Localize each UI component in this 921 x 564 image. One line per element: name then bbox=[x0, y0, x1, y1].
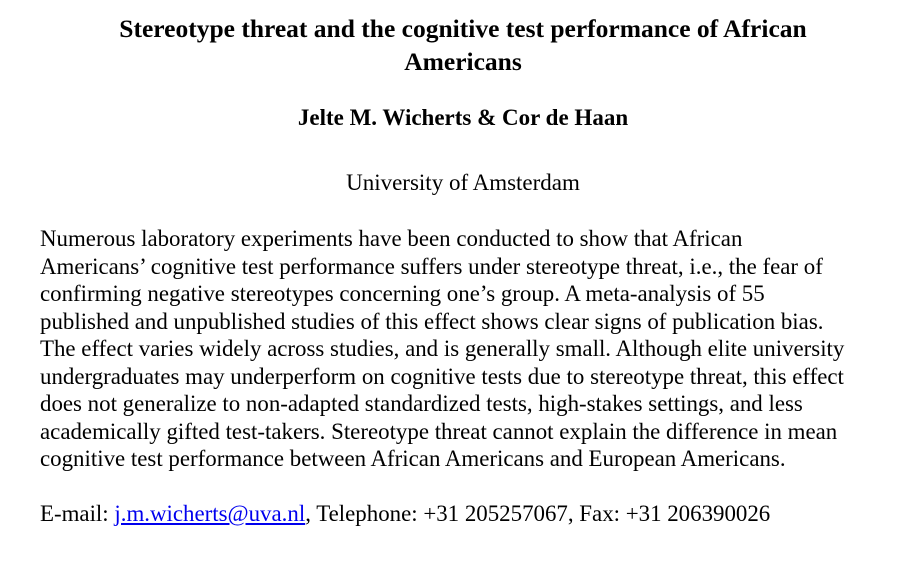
abstract bbox=[40, 225, 910, 473]
email-link[interactable]: j.m.wicherts@uva.nl bbox=[114, 501, 306, 526]
abstract-line: confirming negative stereotypes concerning one’s group. A meta-analysis of 55 bbox=[40, 281, 765, 306]
contact-info bbox=[40, 500, 770, 528]
email-label: E-mail: bbox=[40, 501, 115, 526]
paper-title bbox=[40, 12, 886, 78]
abstract-line: The effect varies widely across studies, and is generally small. Although elite university bbox=[40, 336, 845, 361]
abstract-line: academically gifted test-takers. Stereotype threat cannot explain the difference in mean bbox=[40, 418, 838, 444]
authors: Jelte M. Wicherts & Cor de Haan bbox=[297, 105, 629, 130]
abstract-line: undergraduates may underperform on cognitive tests due to stereotype threat, this effect bbox=[40, 363, 844, 389]
abstract-line: Americans’ cognitive test performance suffers under stereotype threat, i.e., the fear of bbox=[40, 253, 823, 279]
abstract-line: does not generalize to non-adapted standardized tests, high-stakes settings, and less bbox=[40, 391, 803, 416]
paper-title-line-2: Americans bbox=[404, 47, 522, 76]
paper-title-line-1: Stereotype threat and the cognitive test performance of African bbox=[119, 14, 807, 43]
abstract-line: Numerous laboratory experiments have been conducted to show that African bbox=[40, 226, 743, 251]
affiliation: University of Amsterdam bbox=[346, 170, 580, 195]
abstract-line: published and unpublished studies of this effect shows clear signs of publication bias. bbox=[40, 308, 824, 334]
abstract-line: cognitive test performance between African Americans and European Americans. bbox=[40, 446, 786, 471]
phone-fax-text: , Telephone: +31 205257067, Fax: +31 206390026 bbox=[305, 501, 771, 526]
